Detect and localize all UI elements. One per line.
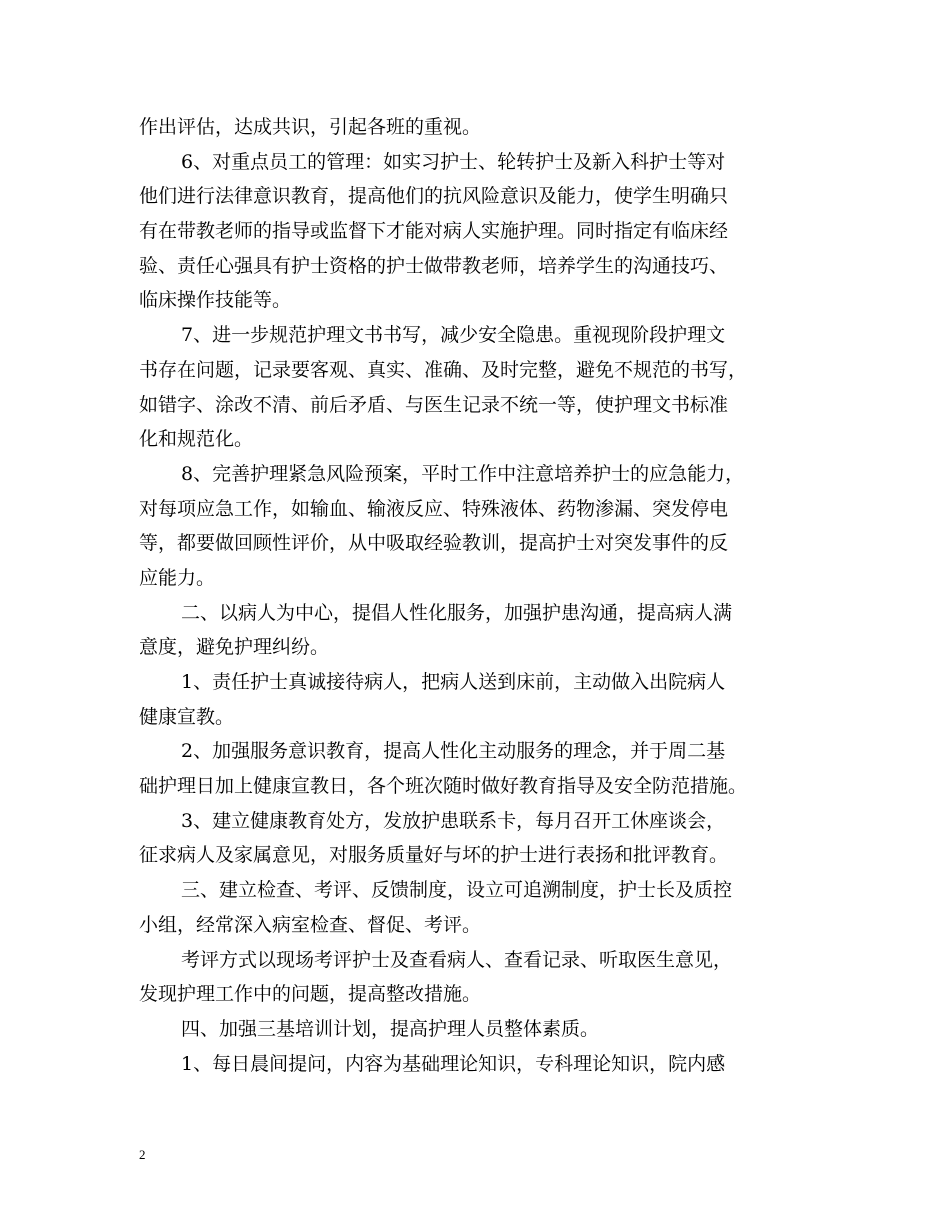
text-line: 小组，经常深入病室检查、督促、考评。 [139,913,482,936]
text-line: 发现护理工作中的问题，提高整改措施。 [139,983,482,1006]
text-line: 应能力。 [139,566,216,589]
text-line: 征求病人及家属意见，对服务质量好与坏的护士进行表扬和批评教育。 [139,844,729,867]
text-line: 8、完善护理紧急风险预案，平时工作中注意培养护士的应急能力， [181,462,745,485]
body-text [139,110,829,1081]
text-line: 1、责任护士真诚接待病人，把病人送到床前，主动做入出院病人 [181,671,726,693]
text-line: 如错字、涂改不清、前后矛盾、与医生记录不统一等，使护理文书标准 [139,393,729,416]
text-line: 书存在问题，记录要客观、真实、准确、及时完整，避免不规范的书写， [139,358,748,381]
text-line: 础护理日加上健康宣教日，各个班次随时做好教育指导及安全防范措施。 [139,775,748,798]
text-line: 7、进一步规范护理文书书写，减少安全隐患。重视现阶段护理文 [181,324,726,347]
text-line: 二、以病人为中心，提倡人性化服务，加强护患沟通，提高病人满 [181,601,733,624]
text-line: 临床操作技能等。 [139,289,292,312]
text-line: 等，都要做回顾性评价，从中吸取经验教训，提高护士对突发事件的反 [139,532,729,555]
text-line: 健康宣教。 [139,705,235,728]
text-line: 对每项应急工作，如输血、输液反应、特殊液体、药物渗漏、突发停电 [139,497,729,520]
text-line: 2、加强服务意识教育，提高人性化主动服务的理念，并于周二基 [181,740,726,763]
text-line: 验、责任心强具有护士资格的护士做带教老师，培养学生的沟通技巧、 [139,254,729,277]
text-line: 他们进行法律意识教育，提高他们的抗风险意识及能力，使学生明确只 [139,185,729,208]
text-line: 6、对重点员工的管理：如实习护士、轮转护士及新入科护士等对 [181,150,726,173]
text-line: 三、建立检查、考评、反馈制度，设立可追溯制度，护士长及质控 [181,879,733,902]
text-line: 作出评估，达成共识，引起各班的重视。 [139,116,482,138]
text-line: 四、加强三基培训计划，提高护理人员整体素质。 [181,1017,600,1040]
text-line: 化和规范化。 [139,428,254,451]
text-line: 意度，避免护理纠纷。 [139,636,330,659]
text-line: 1、每日晨间提问，内容为基础理论知识，专科理论知识，院内感 [181,1052,726,1075]
text-line: 有在带教老师的指导或监督下才能对病人实施护理。同时指定有临床经 [139,220,729,243]
text-line: 考评方式以现场考评护士及查看病人、查看记录、听取医生意见， [181,948,733,971]
text-line: 3、建立健康教育处方，发放护患联系卡，每月召开工休座谈会， [181,809,726,832]
page-number: 2 [139,1147,146,1162]
